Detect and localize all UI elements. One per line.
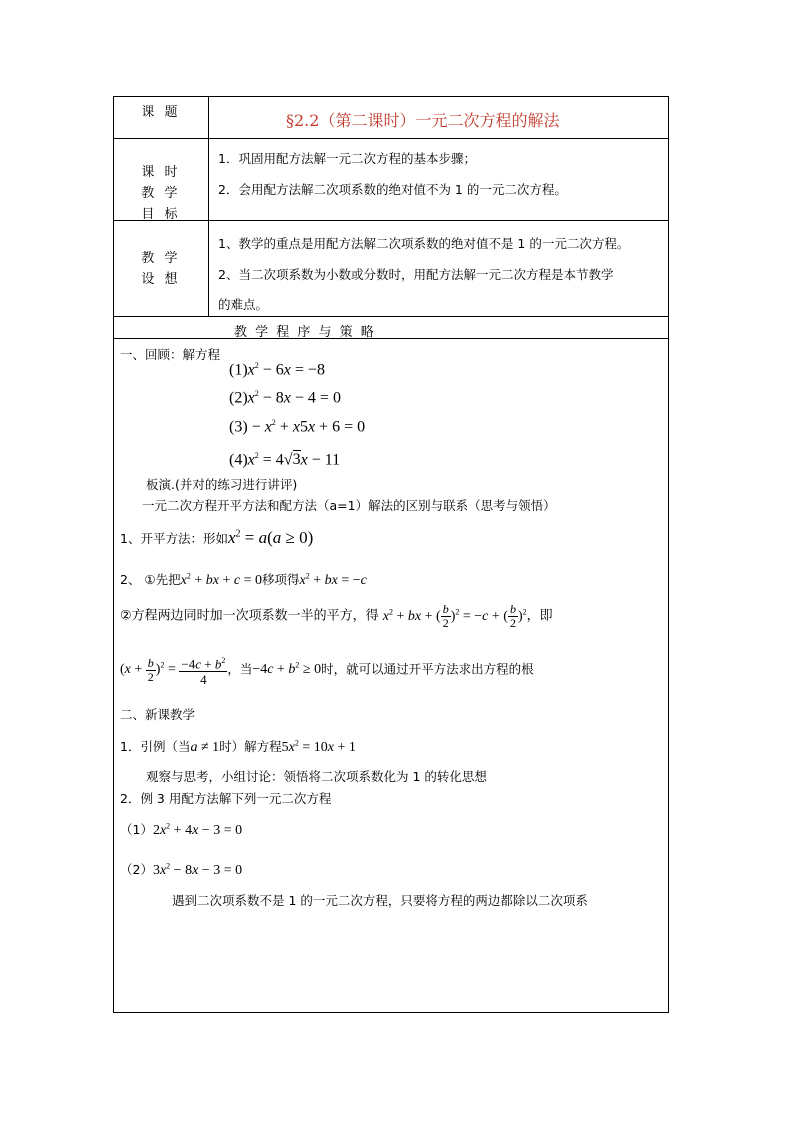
new-lesson-heading: 二、新课教学 <box>120 707 196 722</box>
row-divider <box>114 138 668 139</box>
review-heading: 一、回顾：解方程 <box>120 347 221 362</box>
example-1: $(1)2x^2 + 4x - 3 = 0$ <box>120 821 243 838</box>
conclusion-text: 遇到二次项系数不是 1 的一元二次方程，只要将方程的两边都除以二次项系 <box>172 893 588 908</box>
method-2-step-1: 2、 ①先把$x^2$ + bx + c = 0移项得$x^2$ + bx = −c <box>120 571 367 588</box>
objective-item: 1．巩固用配方法解一元二次方程的基本步骤； <box>218 151 476 166</box>
method-1: 1、开平方法：形如$x^2 = a(a \ge 0)$ <box>120 528 314 547</box>
design-line: 1、教学的重点是用配方法解二次项系数的绝对值不是 1 的一元二次方程。 <box>218 236 630 251</box>
lesson-plan-table <box>113 96 669 1013</box>
design-label-line: 教 学 <box>141 251 181 266</box>
intro-example: 1．引例（当a ≠ 1时）解方程$5x^2 = 10x + 1$ <box>120 738 356 755</box>
equation-1: $(1)x^2 - 6x = -8$ <box>229 361 325 379</box>
row-divider <box>114 338 668 339</box>
objectives-label-line: 课 时 <box>141 165 181 180</box>
objectives-label-line: 目 标 <box>141 207 181 222</box>
design-line: 的难点。 <box>218 297 269 312</box>
row-divider <box>114 316 668 317</box>
compare-note: 一元二次方程开平方法和配方法（a=1）解法的区别与联系（思考与领悟） <box>142 498 556 513</box>
example-2: $(2)3x^2 - 8x - 3 = 0$ <box>120 861 243 878</box>
equation-2: $(2)x^2 - 8x - 4 = 0$ <box>229 389 341 407</box>
procedure-heading: 教 学 程 序 与 策 略 <box>234 325 376 340</box>
board-note: 板演.(并对的练习进行讲评) <box>146 477 298 492</box>
equation-3: $(3) - x^2 + x5x + 6 = 0$ <box>229 418 366 436</box>
method-2-step-2: ②方程两边同时加一次项系数一半的平方，得 $x^2$ + bx + ( $\frac{b}{2}$ )$^2$ = −c + ( $\frac{b}{2}$ )$^2$，即 <box>120 602 553 630</box>
objectives-label-line: 教 学 <box>141 186 181 201</box>
design-label-line: 设 想 <box>141 272 181 287</box>
design-line: 2、当二次项系数为小数或分数时，用配方法解一元二次方程是本节教学 <box>218 267 614 282</box>
topic-label: 课 题 <box>141 105 181 120</box>
method-2-result: (x + $\frac{b}{2}$ )$^2$ = $\frac{-4c + b^2}{4}$ ，当$-4c + b^2 \ge 0$时，就可以通过开平方法求出方程的根 <box>120 653 534 687</box>
example-heading: 2．例 3 用配方法解下列一元二次方程 <box>120 791 332 806</box>
observe-note: 观察与思考，小组讨论：领悟将二次项系数化为 1 的转化思想 <box>146 769 487 784</box>
page-title: §2.2（第二课时）一元二次方程的解法 <box>286 111 560 130</box>
objective-item: 2．会用配方法解二次项系数的绝对值不为 1 的一元二次方程。 <box>218 182 567 197</box>
equation-4: $(4)x^2 = 4√3x - 11$ <box>229 451 341 469</box>
column-divider <box>208 97 209 316</box>
